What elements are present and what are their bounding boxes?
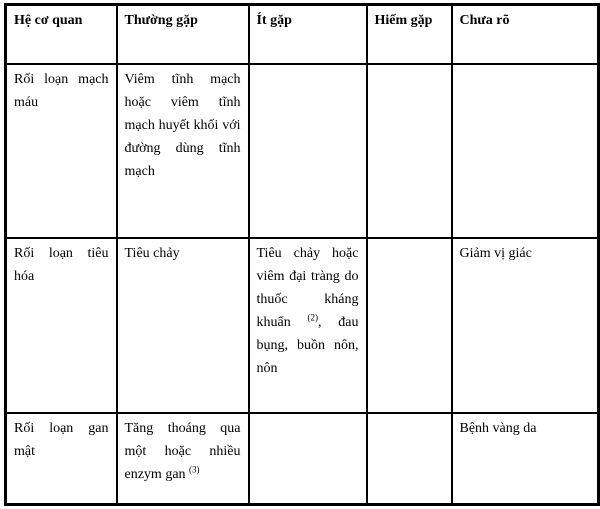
- cell-rare-empty: [367, 413, 452, 504]
- cell-rare-empty: [367, 64, 452, 238]
- header-unknown: Chưa rõ: [452, 5, 599, 65]
- uncommon-text: Tiêu chảy hoặc viêm đại tràng do thuốc kháng khuẩn: [256, 246, 359, 330]
- cell-organ: Rối loạn gan mật: [6, 413, 117, 504]
- header-rare: Hiếm gặp: [367, 5, 452, 65]
- cell-organ: Rối loạn tiêu hóa: [6, 238, 117, 413]
- table-row-vascular: [6, 64, 599, 238]
- cell-unknown-empty: [452, 64, 599, 238]
- header-row: [6, 5, 599, 65]
- cell-common: Viêm tĩnh mạch hoặc viêm tĩnh mạch huyết khối với đường dùng tĩnh mạch: [117, 64, 249, 238]
- cell-uncommon-empty: [249, 64, 367, 238]
- cell-rare-empty: [367, 238, 452, 413]
- header-common: Thường gặp: [117, 5, 249, 65]
- footnote-3-superscript: (3): [189, 464, 200, 475]
- adverse-reactions-table: [4, 3, 600, 506]
- common-text: Tăng thoáng qua một hoặc nhiều enzym gan: [124, 421, 241, 482]
- cell-uncommon: [249, 238, 367, 413]
- cell-uncommon-empty: [249, 413, 367, 504]
- footnote-2-superscript: (2): [307, 312, 318, 323]
- table-row-gastrointestinal: [6, 238, 599, 413]
- cell-common: [117, 413, 249, 504]
- cell-unknown: Giảm vị giác: [452, 238, 599, 413]
- uncommon-text-continued: , đau bụng, buồn nôn, nôn: [256, 315, 359, 376]
- table-row-hepatobiliary: [6, 413, 599, 504]
- header-uncommon: Ít gặp: [249, 5, 367, 65]
- cell-unknown: Bệnh vàng da: [452, 413, 599, 504]
- cell-common: Tiêu chảy: [117, 238, 249, 413]
- header-organ-system: Hệ cơ quan: [6, 5, 117, 65]
- cell-organ: Rối loạn mạch máu: [6, 64, 117, 238]
